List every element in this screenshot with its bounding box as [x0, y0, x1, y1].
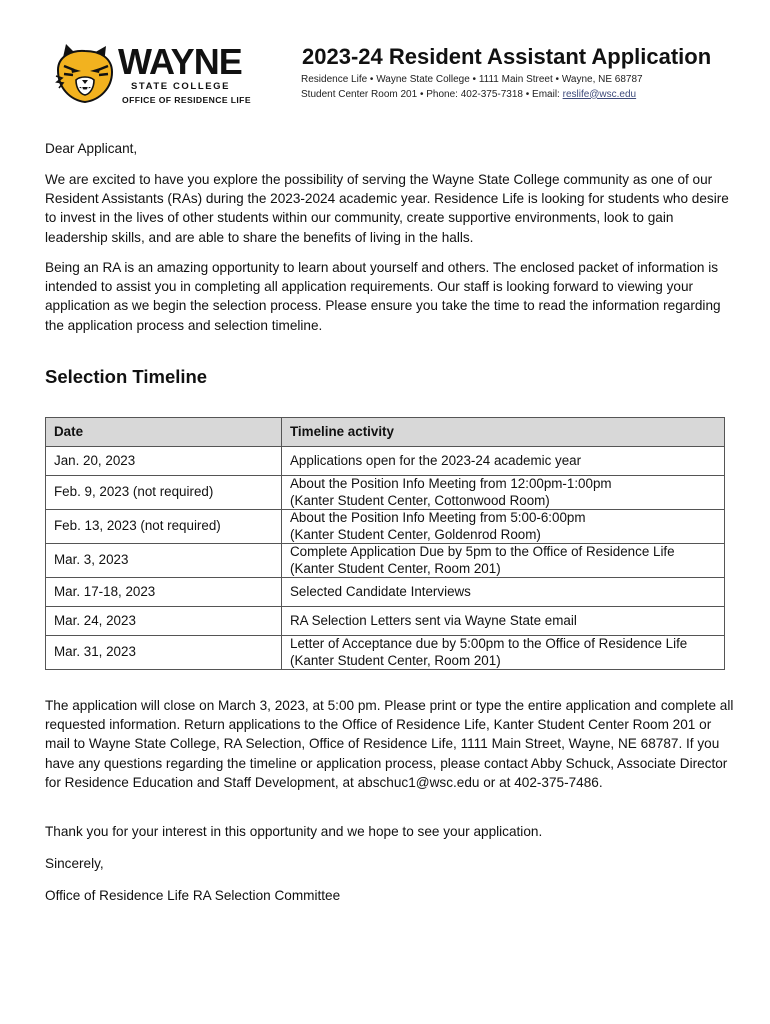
- email-link[interactable]: reslife@wsc.edu: [562, 88, 637, 100]
- intro-paragraph: We are excited to have you explore the possibility of serving the Wayne State College community as one of our Resident Assistants (RAs) during the 2023-2024 academic year. Residence Life is looking for students who desire to invest in the lives of other students within our community, create supportive environments, look to gain leadership skills, and are able to share the benefits of living in the halls.: [45, 172, 729, 245]
- contact-phone-text: Student Center Room 201 • Phone: 402-375-7318 • Email:: [301, 88, 563, 100]
- activity-line: Selected Candidate Interviews: [290, 583, 471, 599]
- timeline-activity: [282, 607, 725, 636]
- timeline-activity: [282, 510, 725, 544]
- activity-line: About the Position Info Meeting from 5:00-6:00pm: [290, 510, 586, 525]
- timeline-date: Jan. 20, 2023: [46, 447, 282, 476]
- instructions-paragraph: The application will close on March 3, 2023, at 5:00 pm. Please print or type the entire application and complete all requested information. Return applications to the Office of Residence Life, Kanter Student Center Room 201 or mail to Wayne State College, RA Selection, Office of Residence Life, 1111 Main Street, Wayne, NE 68787. If you have any questions regarding the timeline or application process, please contact Abby Schuck, Associate Director for Residence Education and Staff Development, at abschuc1@wsc.edu or at 402-375-7486.: [45, 698, 734, 790]
- column-header-activity: Timeline activity: [282, 418, 725, 447]
- timeline-activity: [282, 544, 725, 578]
- timeline-date: Mar. 24, 2023: [46, 607, 282, 636]
- timeline-date: Mar. 17-18, 2023: [46, 578, 282, 607]
- contact-address-line: Residence Life • Wayne State College • 1111 Main Street • Wayne, NE 68787: [301, 74, 643, 85]
- activity-line: Letter of Acceptance due by 5:00pm to the Office of Residence Life: [290, 636, 688, 651]
- table-row: [46, 578, 725, 607]
- timeline-date: Mar. 3, 2023: [46, 544, 282, 578]
- table-header-row: [46, 418, 725, 447]
- table-row: [46, 476, 725, 510]
- table-row: [46, 544, 725, 578]
- opportunity-paragraph: Being an RA is an amazing opportunity to learn about yourself and others. The enclosed packet of information is intended to assist you in completing all application requirements. Our staff is looking forward to viewing your application as we begin the selection process. Please ensure you take the time to read the information regarding the application process and selection timeline.: [45, 260, 721, 333]
- contact-phone-line: [301, 88, 643, 103]
- activity-line: RA Selection Letters sent via Wayne State email: [290, 612, 577, 628]
- closing: Sincerely,: [45, 856, 104, 871]
- activity-location: (Kanter Student Center, Goldenrod Room): [290, 526, 541, 542]
- wildcat-mascot-icon: [52, 42, 118, 108]
- wayne-state-logo: [52, 42, 252, 108]
- table-row: [46, 510, 725, 544]
- timeline-activity: [282, 578, 725, 607]
- document-title: 2023-24 Resident Assistant Application: [302, 44, 712, 69]
- timeline-date: Mar. 31, 2023: [46, 636, 282, 670]
- contact-info: [301, 73, 643, 102]
- timeline-activity: [282, 476, 725, 510]
- table-row: [46, 447, 725, 476]
- thank-you-paragraph: Thank you for your interest in this opportunity and we hope to see your application.: [45, 824, 543, 839]
- timeline-date: Feb. 9, 2023 (not required): [46, 476, 282, 510]
- activity-line: Applications open for the 2023-24 academic year: [290, 452, 582, 468]
- activity-line: About the Position Info Meeting from 12:00pm-1:00pm: [290, 476, 612, 491]
- section-heading-selection-timeline: Selection Timeline: [45, 366, 208, 387]
- logo-subtitle-residence-life: OFFICE OF RESIDENCE LIFE: [122, 95, 251, 105]
- activity-location: (Kanter Student Center, Cottonwood Room): [290, 492, 550, 508]
- timeline-activity: [282, 636, 725, 670]
- logo-subtitle-state-college: STATE COLLEGE: [131, 81, 231, 92]
- timeline-activity: [282, 447, 725, 476]
- timeline-date: Feb. 13, 2023 (not required): [46, 510, 282, 544]
- selection-timeline-table: [45, 417, 725, 670]
- logo-wordmark: WAYNE: [118, 41, 242, 82]
- activity-line: Complete Application Due by 5pm to the Office of Residence Life: [290, 544, 675, 559]
- table-row: [46, 636, 725, 670]
- activity-location: (Kanter Student Center, Room 201): [290, 652, 501, 668]
- table-row: [46, 607, 725, 636]
- signature: Office of Residence Life RA Selection Committee: [45, 888, 341, 903]
- greeting: Dear Applicant,: [45, 141, 138, 156]
- activity-location: (Kanter Student Center, Room 201): [290, 560, 501, 576]
- column-header-date: Date: [46, 418, 282, 447]
